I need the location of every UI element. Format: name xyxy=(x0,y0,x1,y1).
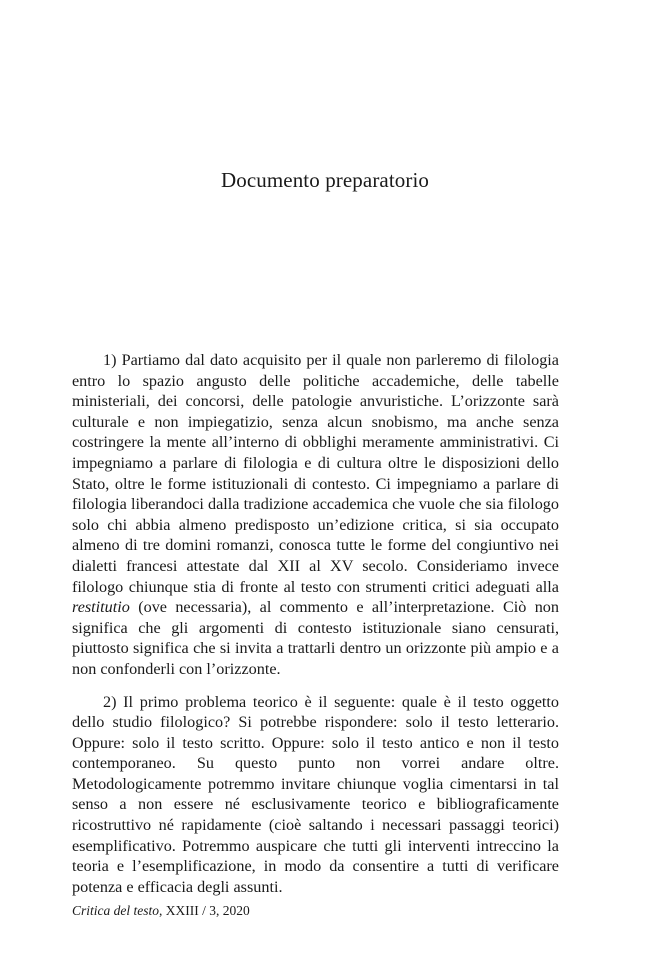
paragraph-1-text-b: (ove necessaria), al commento e all’interpretazione. Ciò non significa che gli argomenti di contesto istituzionale siano censurati, piuttosto significa che si invita a trattarli dentro un orizzonte più ampio e a non confonderli con l’orizzonte. xyxy=(72,598,559,678)
paragraph-1-text-a: 1) Partiamo dal dato acquisito per il quale non parleremo di filologia entro lo spazio angusto delle politiche accademiche, delle tabelle ministeriali, dei concorsi, delle patologie anvuristiche. L’orizzonte sarà culturale e non impiegatizio, senza alcun snobismo, ma anche senza costringere la mente all’interno di obblighi meramente amministrativi. Ci impegniamo a parlare di filologia e di cultura oltre le disposizioni dello Stato, oltre le forme istituzionali di contesto. Ci impegniamo a parlare di filologia liberandoci dalla tradizione accademica che vuole che sia filologo solo chi abbia almeno predisposto un’edizione critica, si sia occupato almeno di tre domini romanzi, conosca tutte le forme del congiuntivo nei dialetti francesi attestate dal XII al XV secolo. Consideriamo invece filologo chiunque stia di fronte al testo con strumenti critici adeguati alla xyxy=(72,351,559,596)
journal-name: Critica del testo xyxy=(72,903,159,918)
paragraph-2 xyxy=(72,692,559,898)
body-text xyxy=(72,350,559,897)
journal-issue: , XXIII / 3, 2020 xyxy=(159,903,250,918)
paragraph-2-text: 2) Il primo problema teorico è il seguente: quale è il testo oggetto dello studio filologico? Si potrebbe rispondere: solo il testo letterario. Oppure: solo il testo scritto. Oppure: solo il testo antico e non il testo contemporaneo. Su questo punto non vorrei andare oltre. Metodologicamente potremmo invitare chiunque voglia cimentarsi in tal senso a non essere né esclusivamente teorico e bibliograficamente ricostruttivo né rapidamente (cioè saltando i necessari passaggi teorici) esemplificativo. Potremmo auspicare che tutti gli interventi intreccino la teoria e l’esemplificazione, in modo da consentire a tutti di verificare potenza e efficacia degli assunti. xyxy=(72,692,559,896)
page-title: Documento preparatorio xyxy=(220,168,430,192)
paragraph-1 xyxy=(72,350,559,680)
running-footer xyxy=(72,903,250,919)
paragraph-1-italic-term: restitutio xyxy=(72,598,130,617)
